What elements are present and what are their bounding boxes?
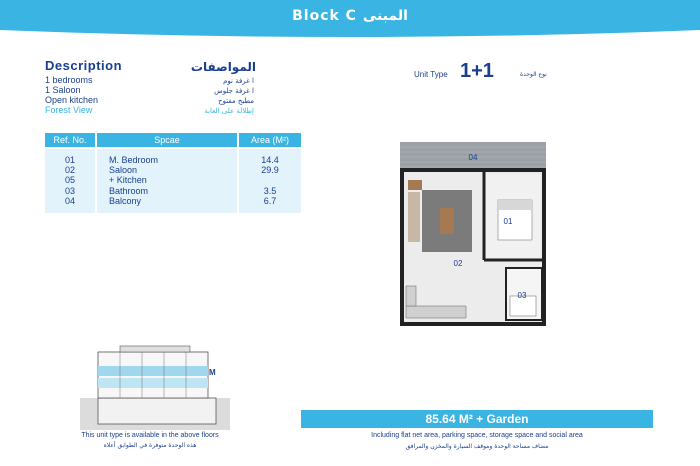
highlighted-floor [98,378,208,388]
area-note: Including flat net area, parking space, storage space and social area [371,432,583,439]
area-note-arabic: مضاف مساحة الوحدة وموقف السيارة والمخزن والمرافق [405,443,549,450]
row-area: 6.7 [263,196,277,206]
floor-plan [398,140,548,326]
row-area: 3.5 [263,186,277,196]
description-title: Description [45,58,123,73]
row-space: + Kitchen [109,175,147,185]
highlighted-floor [98,366,208,376]
row-space: Bathroom [109,186,149,196]
description-item: 1 bedrooms [45,75,93,85]
description-item: Open kitchen [45,95,99,105]
basement [98,398,216,424]
row-space: Balcony [109,196,142,206]
building-section [80,342,230,430]
coffee-table [440,208,454,234]
description-item: 1 Saloon [45,85,81,95]
floors-note: This unit type is available in the above floors [81,432,219,439]
plan-label-saloon: 02 [453,259,463,268]
sofa [408,192,420,242]
description-item-arabic: مطبخ مفتوح [218,97,254,105]
table-row [45,175,301,185]
row-ref: 01 [64,155,75,165]
row-ref: 03 [64,186,75,196]
row-ref: 04 [64,196,75,206]
description-title-arabic: المواصفات [190,60,256,74]
table-row [45,165,301,175]
row-ref: 02 [64,165,75,175]
unit-type-value: 1+1 [460,60,494,82]
row-area: 14.4 [261,155,279,165]
description-item-view: Forest View [45,105,93,115]
side-table [408,180,422,190]
table-row [45,186,301,196]
row-ref: 05 [64,175,75,185]
description-list-arabic [170,76,254,116]
unit-type-label: Unit Type [414,70,448,79]
floors-note-arabic: هذه الوحدة متوفرة في الطوابق أعلاه [103,442,197,449]
table-header-ref: Ref. No. [45,133,95,147]
roof [120,346,190,352]
description-item-arabic: ا غرفة جلوس [214,87,254,95]
description-item-arabic-view: إطلالة على الغابة [204,107,254,115]
description-item-arabic: ا غرفة نوم [223,77,254,85]
level-marker: M [209,368,216,377]
unit-type-label-arabic: نوع الوحدة [520,71,547,78]
table-header-space: Spcae [97,133,237,147]
kitchen-counter [406,306,466,318]
row-space: Saloon [109,165,138,175]
bed-pillow [498,200,532,210]
table-row [45,196,301,206]
block-title: Block C المبنى [292,8,408,24]
row-space: M. Bedroom [109,155,159,165]
description-list [45,75,98,115]
plan-label-balcony: 04 [468,153,478,162]
plan-label-bedroom: 01 [503,217,513,226]
table-row [45,155,301,165]
table-header-area: Area (M²) [239,133,301,147]
header-banner [0,0,700,40]
kitchen-counter-side [406,286,416,306]
plan-label-bathroom: 03 [517,291,527,300]
area-table [45,133,289,213]
total-area-bar: 85.64 M² + Garden [301,410,653,428]
row-area: 29.9 [261,165,279,175]
